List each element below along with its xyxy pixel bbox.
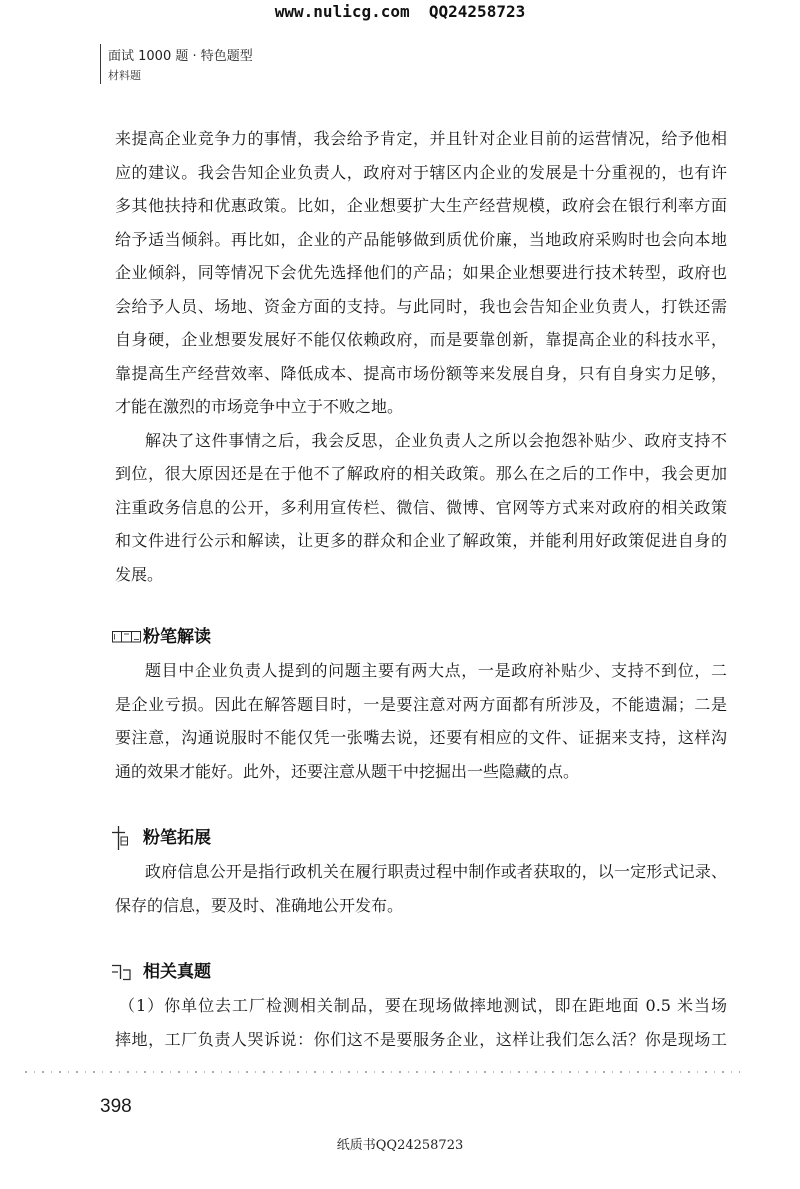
interpretation-heading	[112, 620, 332, 654]
interpretation-line: 是企业亏损。因此在解答题目时，一是要注意对两方面都有所涉及，不能遗漏；二是	[115, 694, 727, 714]
related-questions-heading	[112, 955, 332, 989]
paragraph-line: 靠提高生产经营效率、降低成本、提高市场份额等来发展自身，只有自身实力足够，	[115, 363, 727, 383]
paragraph-line: 到位，很大原因还是在于他不了解政府的相关政策。那么在之后的工作中，我会更加	[115, 464, 727, 483]
related-question-line: （1）你单位去工厂检测相关制品，要在现场做摔地测试，即在距地面 0.5 米当场	[119, 996, 727, 1015]
body-text	[115, 122, 727, 591]
paragraph-2	[115, 424, 727, 592]
interpretation-line: 题目中企业负责人提到的问题主要有两大点，一是政府补贴少、支持不到位，二	[145, 661, 727, 680]
related-questions-text	[115, 989, 727, 1056]
related-question-line: 摔地，工厂负责人哭诉说：你们这不是要服务企业，这样让我们怎么活？你是现场工	[115, 1029, 727, 1049]
expansion-line: 政府信息公开是指行政机关在履行职责过程中制作或者获取的，以一定形式记录、	[145, 862, 727, 881]
paragraph-line: 来提高企业竞争力的事情，我会给予肯定，并且针对企业目前的运营情况，给予他相	[115, 129, 727, 148]
related-icon	[112, 963, 131, 981]
interpretation-title: 粉笔解读	[143, 627, 211, 647]
expansion-text	[115, 855, 727, 922]
interpretation-line: 通的效果才能好。此外，还要注意从题干中挖掘出一些隐藏的点。	[115, 761, 580, 781]
paragraph-line: 解决了这件事情之后，我会反思，企业负责人之所以会抱怨补贴少、政府支持不	[145, 430, 727, 450]
related-questions-title: 相关真题	[143, 962, 211, 982]
paragraph-line: 会给予人员、场地、资金方面的支持。与此同时，我也会告知企业负责人，打铁还需	[115, 296, 727, 316]
footer-watermark: 纸质书QQ24258723	[336, 1138, 464, 1153]
paragraph-line: 多其他扶持和优惠政策。比如，企业想要扩大生产经营规模，政府会在银行利率方面	[115, 196, 727, 215]
scan-bleed-line	[25, 1071, 740, 1073]
expand-icon	[112, 826, 129, 850]
paragraph-line: 给予适当倾斜。再比如，企业的产品能够做到质优价廉，当地政府采购时也会向本地	[115, 229, 727, 249]
paragraph-line: 自身硬，企业想要发展好不能仅依赖政府，而是要靠创新，靠提高企业的科技水平，	[115, 330, 727, 349]
paragraph-line: 企业倾斜，同等情况下会优先选择他们的产品；如果企业想要进行技术转型，政府也	[115, 263, 727, 282]
interpretation-text	[115, 654, 727, 788]
top-watermark-url: www.nulicg.com QQ24258723	[274, 2, 526, 21]
book-icon	[112, 631, 141, 643]
interpretation-line: 要注意，沟通说服时不能仅凭一张嘴去说，还要有相应的文件、证据来支持，这样沟	[115, 728, 727, 747]
expansion-line: 保存的信息，要及时、准确地公开发布。	[115, 895, 404, 915]
page-number: 398	[100, 1096, 132, 1117]
book-title: 面试 1000 题 · 特色题型	[108, 49, 253, 64]
paragraph-line: 应的建议。我会告知企业负责人，政府对于辖区内企业的发展是十分重视的，也有许	[115, 162, 727, 182]
chapter-section: 材料题	[108, 69, 141, 82]
paragraph-1	[115, 122, 727, 424]
expansion-heading	[112, 821, 332, 855]
header-divider	[100, 44, 101, 84]
paragraph-line: 才能在激烈的市场竞争中立于不败之地。	[115, 397, 404, 416]
paragraph-line: 注重政务信息的公开，多利用宣传栏、微信、微博、官网等方式来对政府的相关政策	[115, 497, 727, 517]
expansion-title: 粉笔拓展	[143, 828, 211, 848]
paragraph-line: 和文件进行公示和解读，让更多的群众和企业了解政策，并能利用好政策促进自身的	[115, 531, 727, 550]
paragraph-line: 发展。	[115, 564, 164, 584]
